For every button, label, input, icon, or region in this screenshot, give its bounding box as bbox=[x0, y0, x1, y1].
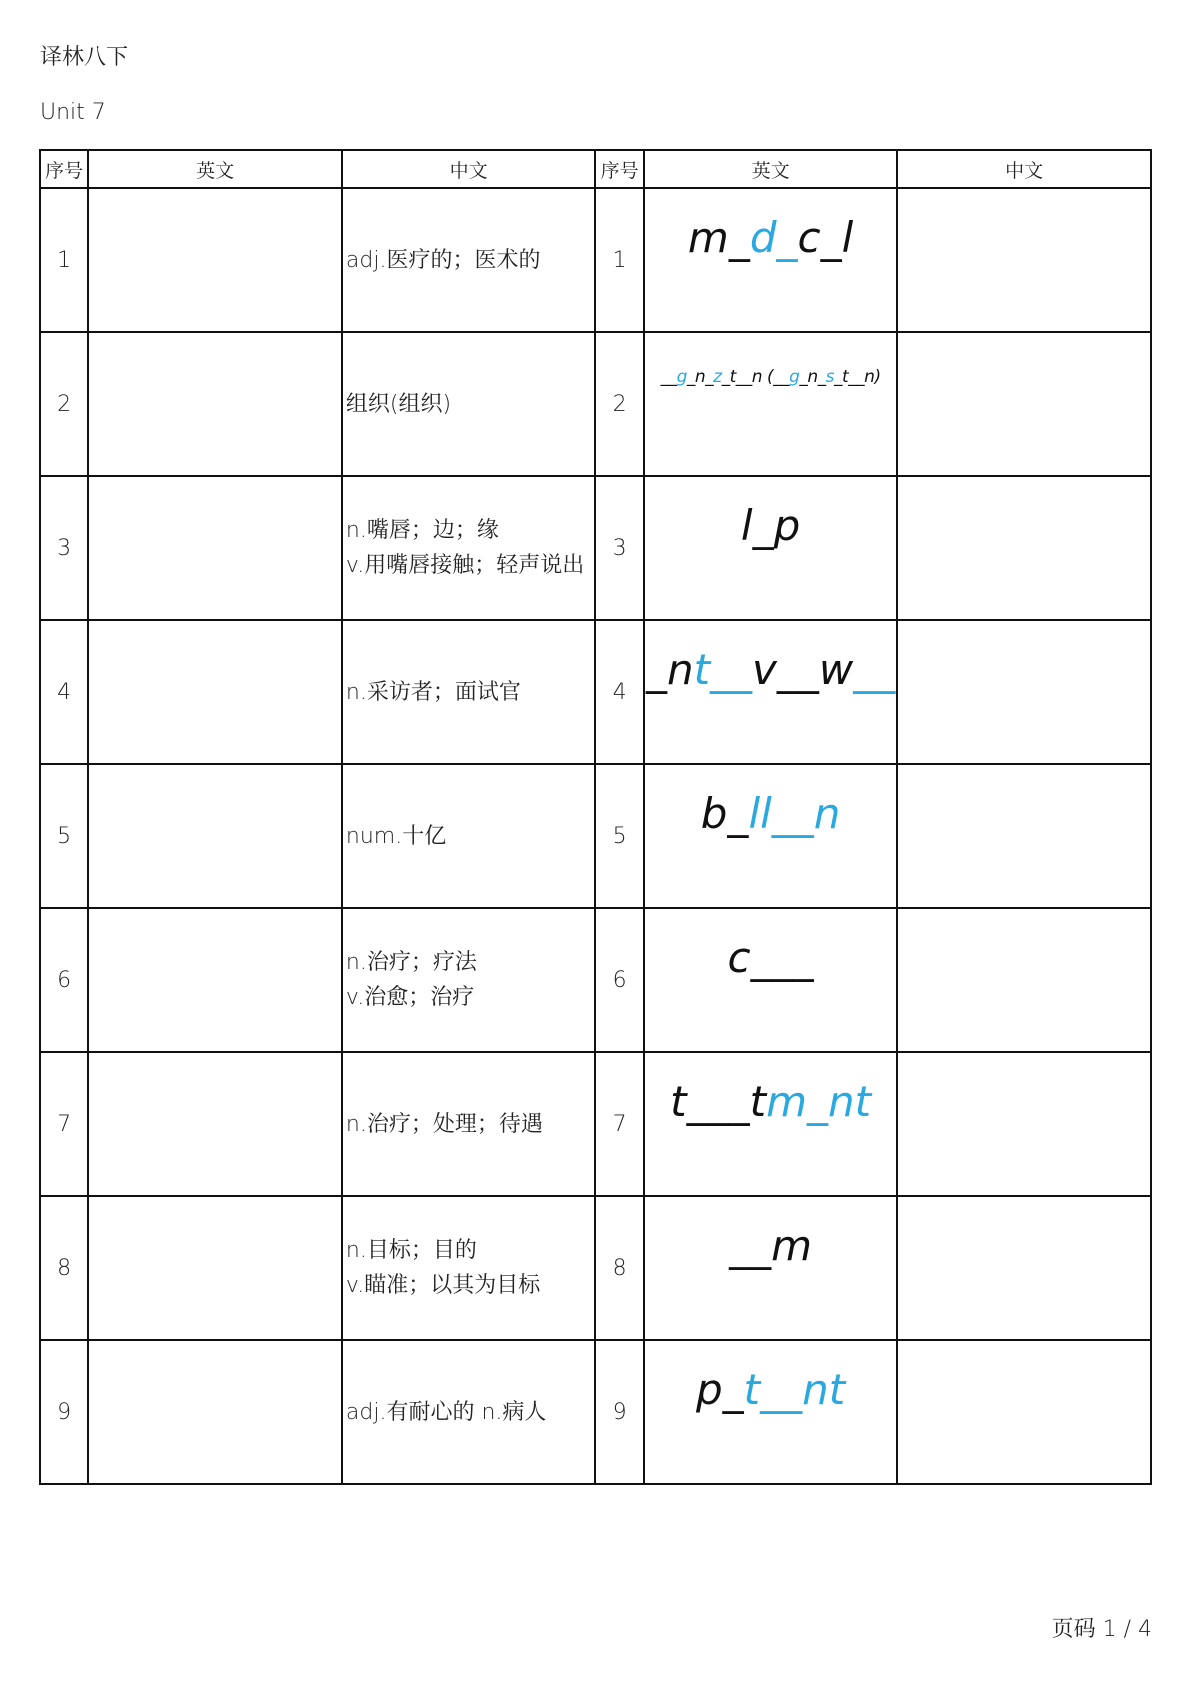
spelling-pattern bbox=[728, 933, 814, 982]
row-index-right: 9 bbox=[595, 1340, 643, 1484]
pattern-segment: c_l bbox=[797, 213, 854, 262]
pattern-segment: p_ bbox=[695, 1365, 744, 1414]
spelling-pattern bbox=[661, 367, 881, 387]
chinese-meaning: n.治疗；处理；待遇 bbox=[342, 1052, 596, 1196]
spelling-pattern-cell bbox=[644, 188, 898, 332]
pattern-segment: __ bbox=[660, 367, 677, 387]
row-index-right: 5 bbox=[595, 764, 643, 908]
spelling-pattern bbox=[701, 789, 841, 838]
pattern-hint-segment: t__nt bbox=[743, 1365, 846, 1414]
header-chinese-right: 中文 bbox=[897, 150, 1151, 188]
table-row bbox=[40, 1052, 1151, 1196]
row-index-left: 5 bbox=[40, 764, 88, 908]
spelling-pattern-cell bbox=[644, 764, 898, 908]
row-index-right: 7 bbox=[595, 1052, 643, 1196]
spelling-pattern-cell bbox=[644, 476, 898, 620]
pattern-segment: b_ bbox=[700, 789, 749, 838]
row-index-right: 6 bbox=[595, 908, 643, 1052]
table-row bbox=[40, 1340, 1151, 1484]
pattern-hint-segment: s bbox=[825, 367, 835, 387]
chinese-answer-blank[interactable] bbox=[897, 1340, 1151, 1484]
pattern-segment: _n bbox=[645, 645, 694, 694]
pattern-segment: _n_ bbox=[799, 367, 826, 387]
chinese-meaning: 组织(组织) bbox=[342, 332, 596, 476]
spelling-pattern-cell bbox=[644, 332, 898, 476]
row-index-left: 6 bbox=[40, 908, 88, 1052]
spelling-pattern-cell bbox=[644, 1196, 898, 1340]
pattern-hint-segment: __ bbox=[853, 645, 896, 694]
row-index-right: 1 bbox=[595, 188, 643, 332]
chinese-meaning: n.治疗；疗法 v.治愈；治疗 bbox=[342, 908, 596, 1052]
table-row bbox=[40, 1196, 1151, 1340]
pattern-segment: m_ bbox=[687, 213, 750, 262]
chinese-answer-blank[interactable] bbox=[897, 332, 1151, 476]
book-title: 译林八下 bbox=[40, 45, 129, 70]
pattern-hint-segment: z bbox=[713, 367, 722, 387]
english-answer-blank[interactable] bbox=[88, 1052, 342, 1196]
table-row bbox=[40, 620, 1151, 764]
table-row bbox=[40, 908, 1151, 1052]
english-answer-blank[interactable] bbox=[88, 188, 342, 332]
pattern-segment: l_p bbox=[740, 501, 801, 550]
pattern-segment: _t__n) bbox=[834, 367, 881, 387]
chinese-meaning: adj.医疗的；医术的 bbox=[342, 188, 596, 332]
chinese-meaning: n.目标；目的 v.瞄准；以其为目标 bbox=[342, 1196, 596, 1340]
unit-title: Unit 7 bbox=[40, 100, 106, 125]
spelling-pattern bbox=[670, 1077, 871, 1126]
chinese-answer-blank[interactable] bbox=[897, 764, 1151, 908]
row-index-left: 1 bbox=[40, 188, 88, 332]
chinese-answer-blank[interactable] bbox=[897, 1196, 1151, 1340]
row-index-right: 3 bbox=[595, 476, 643, 620]
chinese-meaning: num.十亿 bbox=[342, 764, 596, 908]
english-answer-blank[interactable] bbox=[88, 332, 342, 476]
spelling-pattern-cell bbox=[644, 1052, 898, 1196]
header-index-right: 序号 bbox=[595, 150, 643, 188]
pattern-segment: _n_ bbox=[686, 367, 714, 387]
english-answer-blank[interactable] bbox=[88, 1196, 342, 1340]
spelling-pattern bbox=[729, 1221, 812, 1270]
row-index-left: 8 bbox=[40, 1196, 88, 1340]
table-row bbox=[40, 188, 1151, 332]
pattern-segment: v__w bbox=[752, 645, 854, 694]
pattern-hint-segment: g bbox=[676, 367, 687, 387]
spelling-pattern-cell bbox=[644, 620, 898, 764]
vocab-table bbox=[39, 149, 1152, 1485]
row-index-right: 8 bbox=[595, 1196, 643, 1340]
chinese-answer-blank[interactable] bbox=[897, 908, 1151, 1052]
table-row bbox=[40, 476, 1151, 620]
spelling-pattern-cell bbox=[644, 908, 898, 1052]
pattern-hint-segment: m_nt bbox=[766, 1077, 872, 1126]
pattern-hint-segment: ll__n bbox=[748, 789, 841, 838]
page-number: 页码 1 / 4 bbox=[1051, 1617, 1152, 1642]
header-english-left: 英文 bbox=[88, 150, 342, 188]
header-chinese-left: 中文 bbox=[342, 150, 596, 188]
chinese-meaning: n.嘴唇；边；缘 v.用嘴唇接触；轻声说出 bbox=[342, 476, 596, 620]
pattern-hint-segment: t__ bbox=[693, 645, 753, 694]
spelling-pattern bbox=[741, 501, 800, 550]
spelling-pattern bbox=[646, 645, 895, 694]
row-index-left: 9 bbox=[40, 1340, 88, 1484]
chinese-answer-blank[interactable] bbox=[897, 476, 1151, 620]
row-index-left: 3 bbox=[40, 476, 88, 620]
pattern-hint-segment: g bbox=[789, 367, 800, 387]
table-row bbox=[40, 764, 1151, 908]
chinese-meaning: n.采访者；面试官 bbox=[342, 620, 596, 764]
chinese-meaning: adj.有耐心的 n.病人 bbox=[342, 1340, 596, 1484]
pattern-segment: _t__n (__ bbox=[721, 367, 790, 387]
spelling-pattern-cell bbox=[644, 1340, 898, 1484]
vocab-body bbox=[40, 188, 1151, 1484]
chinese-answer-blank[interactable] bbox=[897, 188, 1151, 332]
header-english-right: 英文 bbox=[644, 150, 898, 188]
table-header-row bbox=[40, 150, 1151, 188]
row-index-left: 2 bbox=[40, 332, 88, 476]
spelling-pattern bbox=[696, 1365, 845, 1414]
english-answer-blank[interactable] bbox=[88, 476, 342, 620]
row-index-right: 4 bbox=[595, 620, 643, 764]
table-row bbox=[40, 332, 1151, 476]
english-answer-blank[interactable] bbox=[88, 764, 342, 908]
pattern-segment: __m bbox=[729, 1221, 813, 1270]
header-index-left: 序号 bbox=[40, 150, 88, 188]
row-index-left: 7 bbox=[40, 1052, 88, 1196]
pattern-hint-segment: d_ bbox=[749, 213, 798, 262]
row-index-left: 4 bbox=[40, 620, 88, 764]
english-answer-blank[interactable] bbox=[88, 908, 342, 1052]
pattern-segment: c___ bbox=[727, 933, 814, 982]
chinese-answer-blank[interactable] bbox=[897, 620, 1151, 764]
pattern-segment: t___t bbox=[670, 1077, 767, 1126]
chinese-answer-blank[interactable] bbox=[897, 1052, 1151, 1196]
spelling-pattern bbox=[688, 213, 853, 262]
english-answer-blank[interactable] bbox=[88, 1340, 342, 1484]
english-answer-blank[interactable] bbox=[88, 620, 342, 764]
row-index-right: 2 bbox=[595, 332, 643, 476]
